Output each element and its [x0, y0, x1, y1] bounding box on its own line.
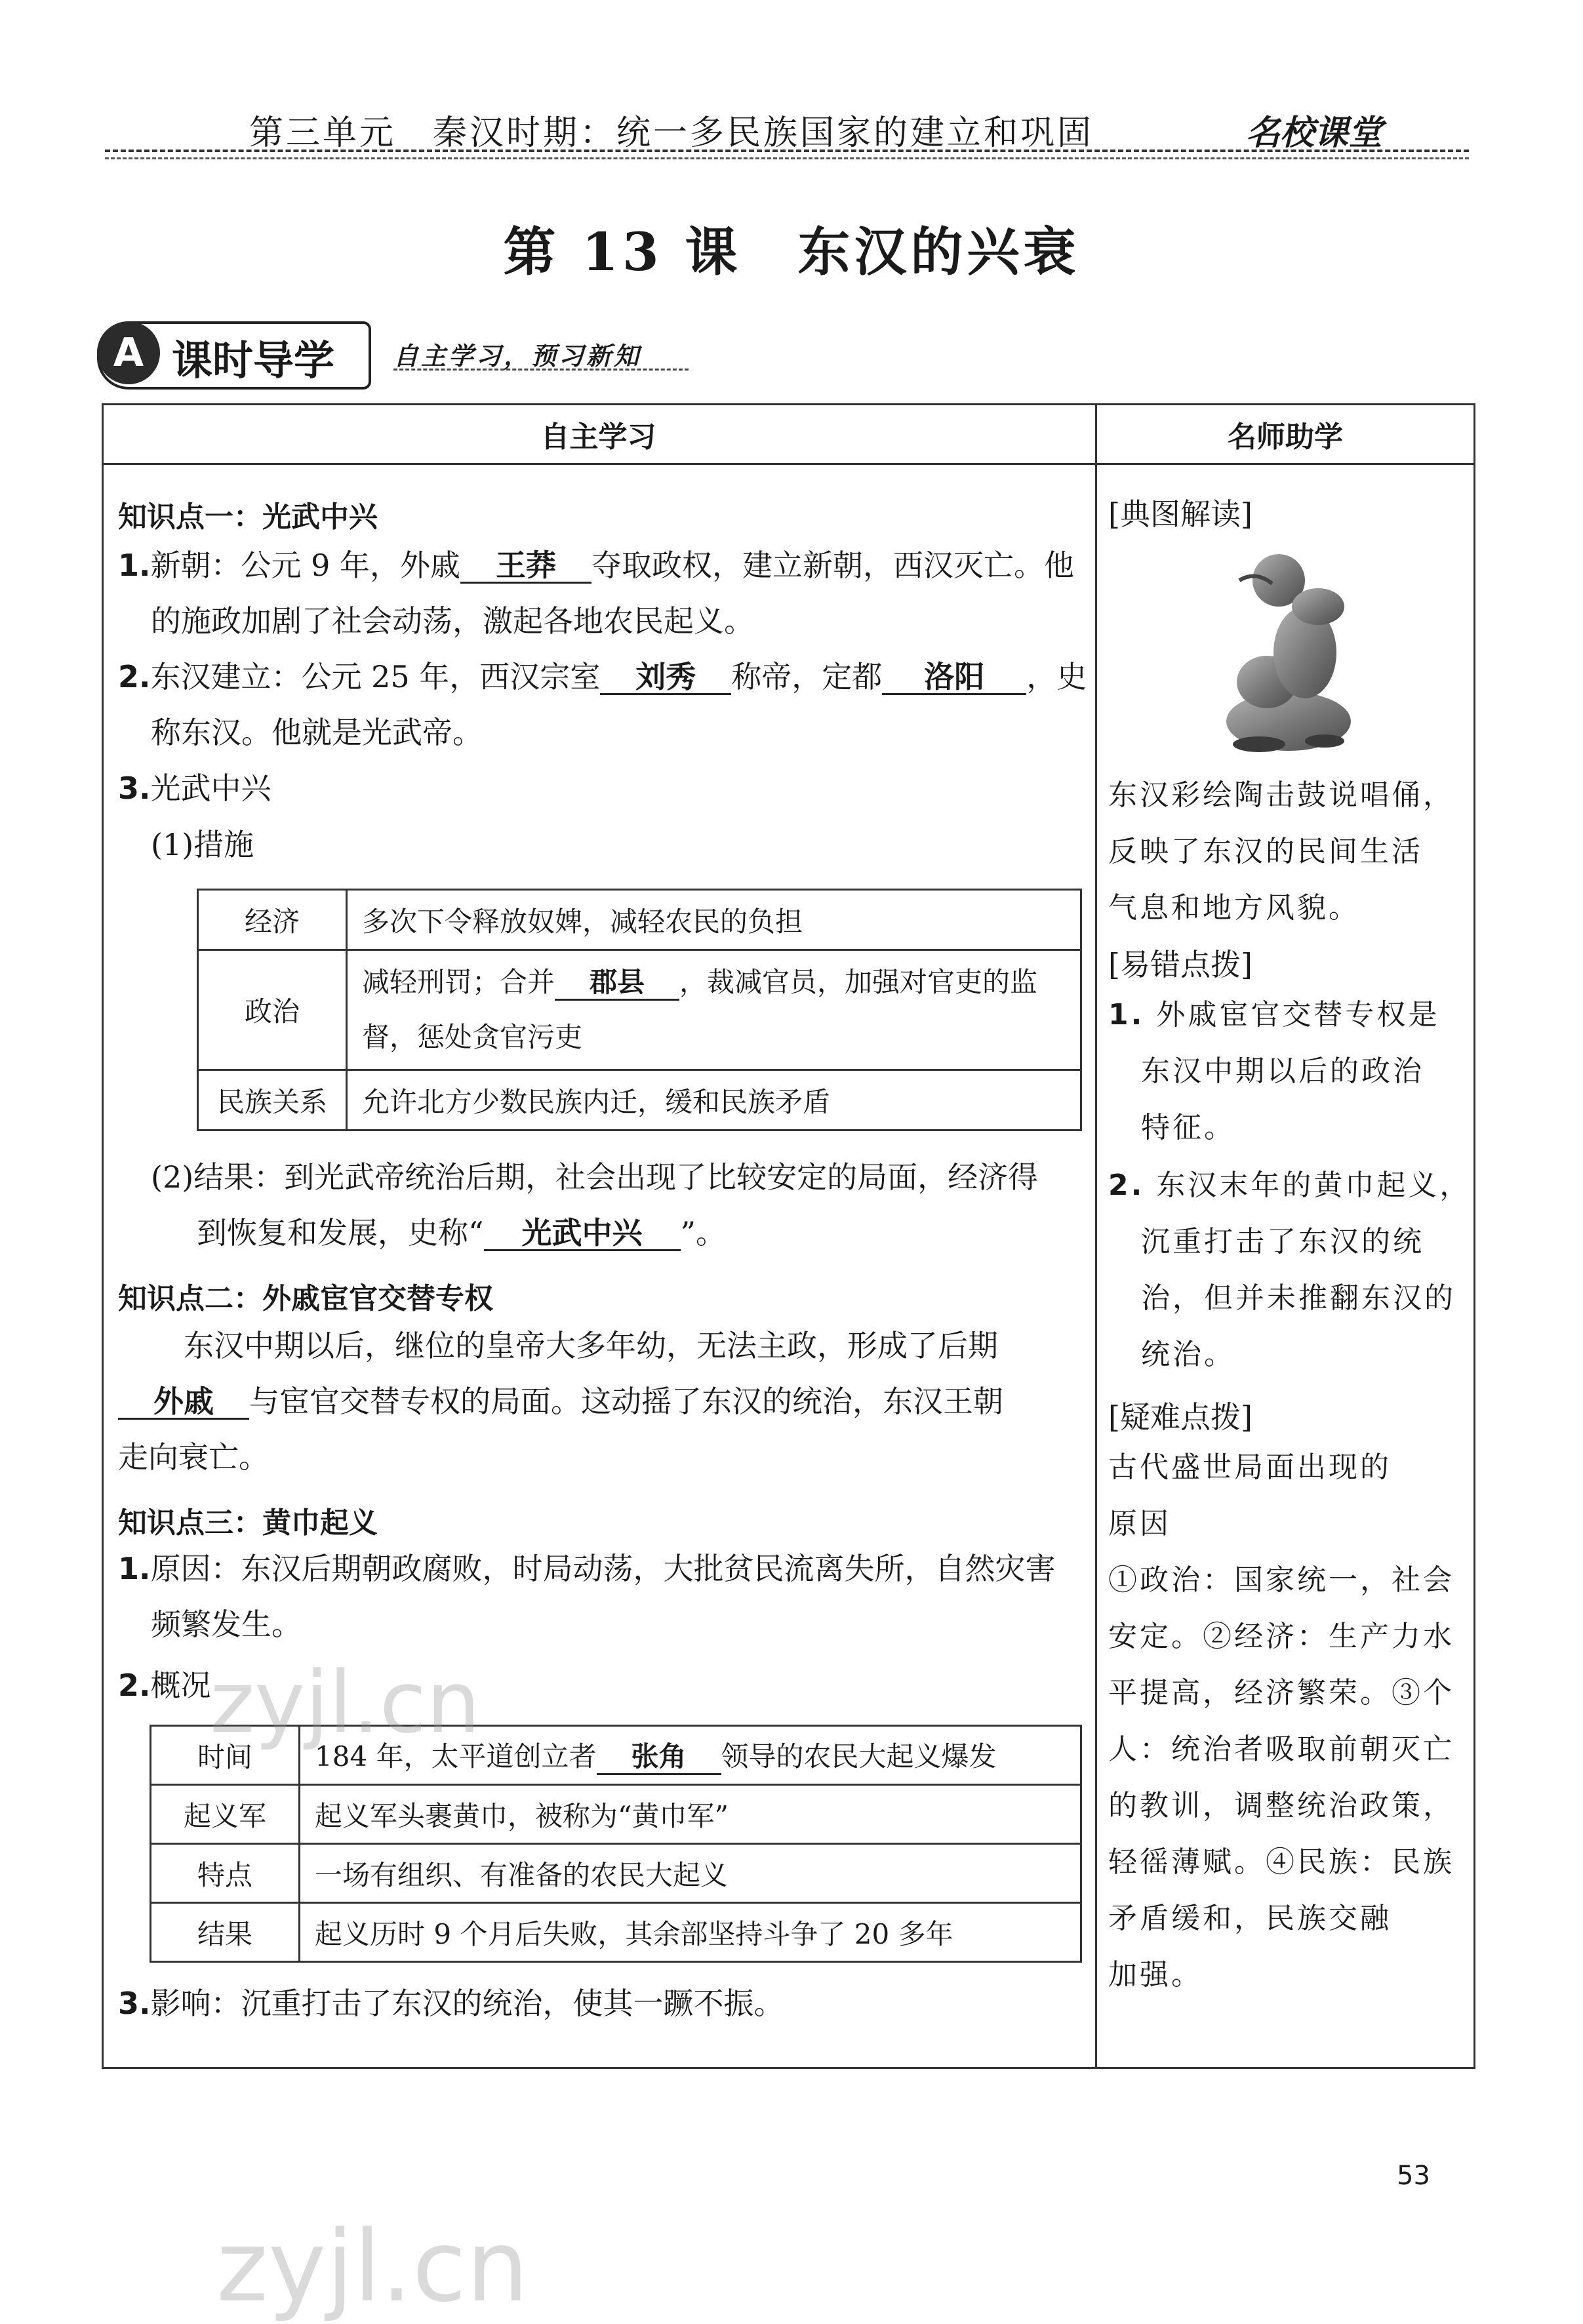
kp1-item3-title: 3.光武中兴 — [118, 771, 271, 806]
kp2-line1: 东汉中期以后，继位的皇帝大多年幼，无法主政，形成了后期 — [184, 1328, 998, 1363]
kp1-title: 知识点一：光武中兴 — [118, 500, 378, 534]
kp1-item1-line2: 的施政加剧了社会动荡，激起各地农民起义。 — [151, 603, 754, 639]
table-label: 民族关系 — [198, 1070, 347, 1131]
lesson-title: 第 13 课 东汉的兴衰 — [503, 221, 1080, 283]
table-row — [151, 1785, 1081, 1844]
section-subtitle: 自主学习，预习新知 — [393, 341, 642, 371]
kp2-title: 知识点二：外戚宦官交替专权 — [118, 1282, 493, 1315]
kp3-item2-title: 2.概况 — [118, 1668, 211, 1703]
page-number: 53 — [1397, 2161, 1430, 2191]
table-row — [198, 890, 1081, 950]
table-cell: 起义军头裹黄巾，被称为“黄巾军” — [300, 1785, 1081, 1844]
measures-label: (1)措施 — [151, 827, 254, 862]
kp3-item1-line2: 频繁发生。 — [151, 1607, 302, 1642]
table-cell: 减轻刑罚；合并 郡县 ，裁减官员，加强对官吏的监 督，惩处贪官污吏 — [347, 950, 1081, 1070]
table-label: 结果 — [151, 1903, 300, 1962]
uprising-table — [150, 1725, 1082, 1963]
result-line2: 到恢复和发展，史称“ 光武中兴 ”。 — [197, 1215, 727, 1251]
answer-blank: 王莽 — [460, 549, 591, 584]
kp2-line2: 外戚 与宦官交替专权的局面。这动摇了东汉的统治，东汉王朝 — [118, 1382, 1003, 1421]
table-row — [198, 1070, 1081, 1131]
item-number: 3. — [118, 771, 151, 806]
table-cell: 一场有组织、有准备的农民大起义 — [300, 1844, 1081, 1903]
error-point-1: 1. 外戚宦官交替专权是 东汉中期以后的政治 特征。 — [1108, 998, 1440, 1144]
header-row-divider — [102, 463, 1475, 465]
right-column-heading: 名师助学 — [1228, 420, 1343, 454]
answer-blank: 光武中兴 — [484, 1216, 681, 1251]
column-divider — [1095, 403, 1097, 2069]
table-label: 起义军 — [151, 1785, 300, 1844]
figure-heading: [典图解读] — [1108, 496, 1252, 532]
table-label: 经济 — [198, 890, 347, 950]
kp3-item3: 3.影响：沉重打击了东汉的统治，使其一蹶不振。 — [118, 1986, 784, 2021]
answer-blank: 洛阳 — [882, 660, 1026, 695]
kp1-item2-line1: 2.东汉建立：公元 25 年，西汉宗室 刘秀 称帝，定都 洛阳 ，史 — [118, 659, 1087, 694]
item-number: 1. — [118, 548, 151, 583]
item-number: 2. — [118, 659, 151, 694]
answer-blank: 外戚 — [118, 1385, 249, 1420]
kp3-item1-line1: 1.原因：东汉后期朝政腐败，时局动荡，大批贫民流离失所，自然灾害 — [118, 1551, 1056, 1586]
running-header — [105, 105, 1469, 151]
table-cell: 多次下令释放奴婢，减轻农民的负担 — [347, 890, 1081, 950]
table-cell: 允许北方少数民族内迁，缓和民族矛盾 — [347, 1070, 1081, 1131]
result-line1: (2)结果：到光武帝统治后期，社会出现了比较安定的局面，经济得 — [151, 1159, 1039, 1195]
table-label: 政治 — [198, 950, 347, 1070]
measures-table — [197, 889, 1082, 1131]
unit-title: 第三单元 秦汉时期：统一多民族国家的建立和巩固 — [249, 113, 1094, 153]
item-number: 2. — [118, 1668, 151, 1703]
brand-name: 名校课堂 — [1246, 113, 1383, 153]
difficulty-heading: [疑难点拨] — [1108, 1399, 1252, 1435]
header-rule — [105, 150, 1469, 152]
error-point-2: 2. 东汉末年的黄巾起义， 沉重打击了东汉的统 治，但并未推翻东汉的 统治。 — [1108, 1169, 1472, 1371]
table-cell: 起义历时 9 个月后失败，其余部坚持斗争了 20 多年 — [300, 1903, 1081, 1962]
table-cell: 184 年，太平道创立者 张角 领导的农民大起义爆发 — [300, 1726, 1081, 1785]
item-number: 1. — [118, 1551, 151, 1586]
table-row — [151, 1844, 1081, 1903]
section-title: 课时导学 — [172, 336, 335, 384]
answer-blank: 郡县 — [555, 966, 679, 1001]
table-label: 特点 — [151, 1844, 300, 1903]
section-subtitle-rule — [393, 369, 689, 371]
error-heading: [易错点拨] — [1108, 947, 1252, 982]
kp3-title: 知识点三：黄巾起义 — [118, 1506, 378, 1540]
answer-blank: 刘秀 — [600, 660, 731, 695]
section-letter: A — [97, 321, 160, 384]
table-row — [151, 1903, 1081, 1962]
kp1-item1-line1: 1.新朝：公元 9 年，外戚 王莽 夺取政权，建立新朝，西汉灭亡。他 — [118, 548, 1074, 583]
figure-caption: 东汉彩绘陶击鼓说唱俑， 反映了东汉的民间生活 气息和地方风貌。 — [1108, 778, 1454, 925]
table-label: 时间 — [151, 1726, 300, 1785]
difficulty-content: 古代盛世局面出现的 原因 ①政治：国家统一，社会 安定。②经济：生产力水 平提高，经济繁荣。③个 人：统治者吸取前朝灭亡 的教训，调整统治政策， 轻徭薄赋。④民族：民族 矛盾缓和，民族交融 加强。 — [1108, 1451, 1454, 1992]
kp2-line3: 走向衰亡。 — [118, 1439, 269, 1475]
item-number: 3. — [118, 1986, 151, 2021]
kp1-item2-line2: 称东汉。他就是光武帝。 — [151, 715, 483, 750]
header-rule-2 — [105, 157, 1469, 159]
table-row — [198, 950, 1081, 1070]
pottery-figurine-image — [1220, 544, 1371, 754]
watermark: zyjl.cn — [216, 2210, 529, 2324]
watermark: zyjl.cn — [210, 1653, 481, 1752]
answer-blank: 张角 — [597, 1740, 721, 1775]
left-column-heading: 自主学习 — [540, 420, 656, 454]
